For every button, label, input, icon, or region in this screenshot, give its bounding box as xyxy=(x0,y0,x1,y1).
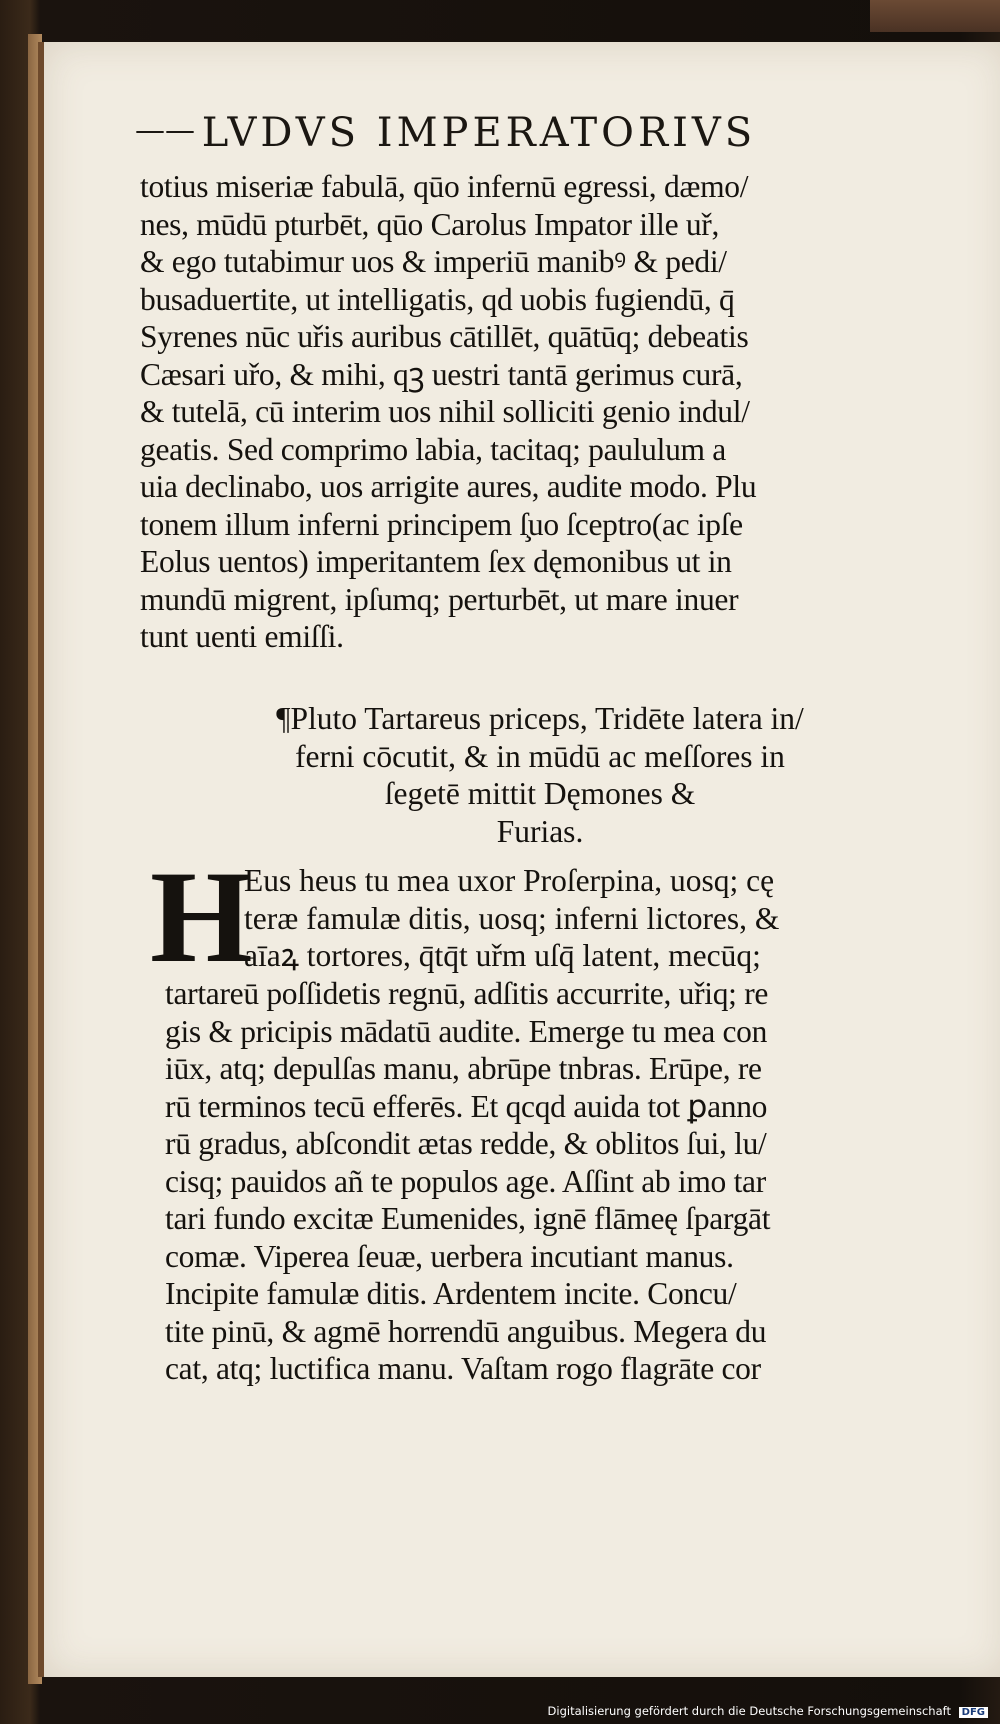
text-line: aīaꝝ tortores, q̄tq̄t uřm uſq̄ latent, mecūq; xyxy=(244,938,761,973)
heading-line: ſegetē mittit Dęmones & xyxy=(384,776,696,811)
text-line: & ego tutabimur uos & imperiū manibꝰ & pedi/ xyxy=(140,244,727,279)
text-line: gis & pricipis mādatū audite. Emerge tu mea con xyxy=(165,1013,768,1049)
digitization-credit xyxy=(548,1704,988,1722)
text-line: totius miseriæ fabulā, qūo infernū egressi, dæmo/ xyxy=(140,169,749,204)
heading-line: ¶Pluto Tartareus priceps, Tridēte latera in/ xyxy=(276,701,804,736)
text-line: mundū migrent, ipſumq; perturbēt, ut mare inuer xyxy=(140,581,739,617)
drop-cap-lines xyxy=(244,862,944,975)
text-line: tartareū poſſidetis regnū, adſitis accurrite, uřiq; re xyxy=(165,976,769,1011)
text-line: tunt uenti emiſſi. xyxy=(140,619,344,654)
running-head xyxy=(135,110,855,160)
paragraph-1 xyxy=(140,168,940,656)
text-line: geatis. Sed comprimo labia, tacitaq; paululum a xyxy=(140,431,726,467)
text-line: nes, mūdū pturbēt, qūo Carolus Impator ille uř, xyxy=(140,206,720,242)
credit-text: Digitalisierung gefördert durch die Deutsche Forschungsgemeinschaft xyxy=(547,1704,951,1718)
text-line: Eus heus tu mea uxor Proſerpina, uosq; cę xyxy=(244,863,775,898)
text-line: rū terminos tecū efferēs. Et qcqd auida tot ꝑanno xyxy=(165,1088,768,1124)
text-line: Incipite famulæ ditis. Ardentem incite. Concu/ xyxy=(165,1276,737,1311)
heading-line: Furias. xyxy=(496,813,584,849)
heading-line: ferni cōcutit, & in mūdū ac meſſores in xyxy=(295,738,785,774)
text-line: rū gradus, abſcondit ætas redde, & oblitos ſui, lu/ xyxy=(165,1126,767,1161)
text-line: busaduertite, ut intelligatis, qd uobis fugiendū, q̄ xyxy=(140,281,735,317)
text-line: Eolus uentos) imperitantem ſex dęmonibus ut in xyxy=(140,544,732,579)
text-line: cat, atq; luctifica manu. Vaſtam rogo flagrāte cor xyxy=(165,1351,761,1386)
text-line: tite pinū, & agmē horrendū anguibus. Megera du xyxy=(165,1313,767,1349)
text-line: comæ. Viperea ſeuæ, uerbera incutiant manus. xyxy=(165,1238,734,1274)
dfg-logo: DFG xyxy=(959,1707,988,1718)
section-heading xyxy=(140,700,940,850)
text-line: cisq; pauidos añ te populos age. Aſſint ab imo tar xyxy=(165,1163,766,1199)
text-line: tonem illum inferni principem ſ̧uo ſceptro(ac ipſe xyxy=(140,506,743,542)
running-head-title: LVDVS IMPERATORIVS xyxy=(201,110,757,156)
text-line: & tutelā, cū interim uos nihil solliciti genio indul/ xyxy=(140,394,750,429)
running-head-marker: —— xyxy=(135,113,195,148)
text-line: tari fundo excitæ Eumenides, ignē flāmeę ſpargāt xyxy=(165,1201,771,1236)
paragraph-2 xyxy=(165,975,945,1388)
book-binding-corner xyxy=(870,0,1000,32)
text-line: teræ famulæ ditis, uosq; inferni lictores, & xyxy=(244,900,780,936)
text-line: Cæsari uřo, & mihi, qꝫ uestri tantā gerimus curā, xyxy=(140,356,743,392)
text-line: iūx, atq; depulſas manu, abrūpe tnbras. Erūpe, re xyxy=(165,1051,762,1086)
drop-cap: H xyxy=(150,843,253,990)
text-line: Syrenes nūc uřis auribus cātillēt, quātūq; debeatis xyxy=(140,319,749,354)
text-line: uia declinabo, uos arrigite aures, audite modo. Plu xyxy=(140,469,757,504)
